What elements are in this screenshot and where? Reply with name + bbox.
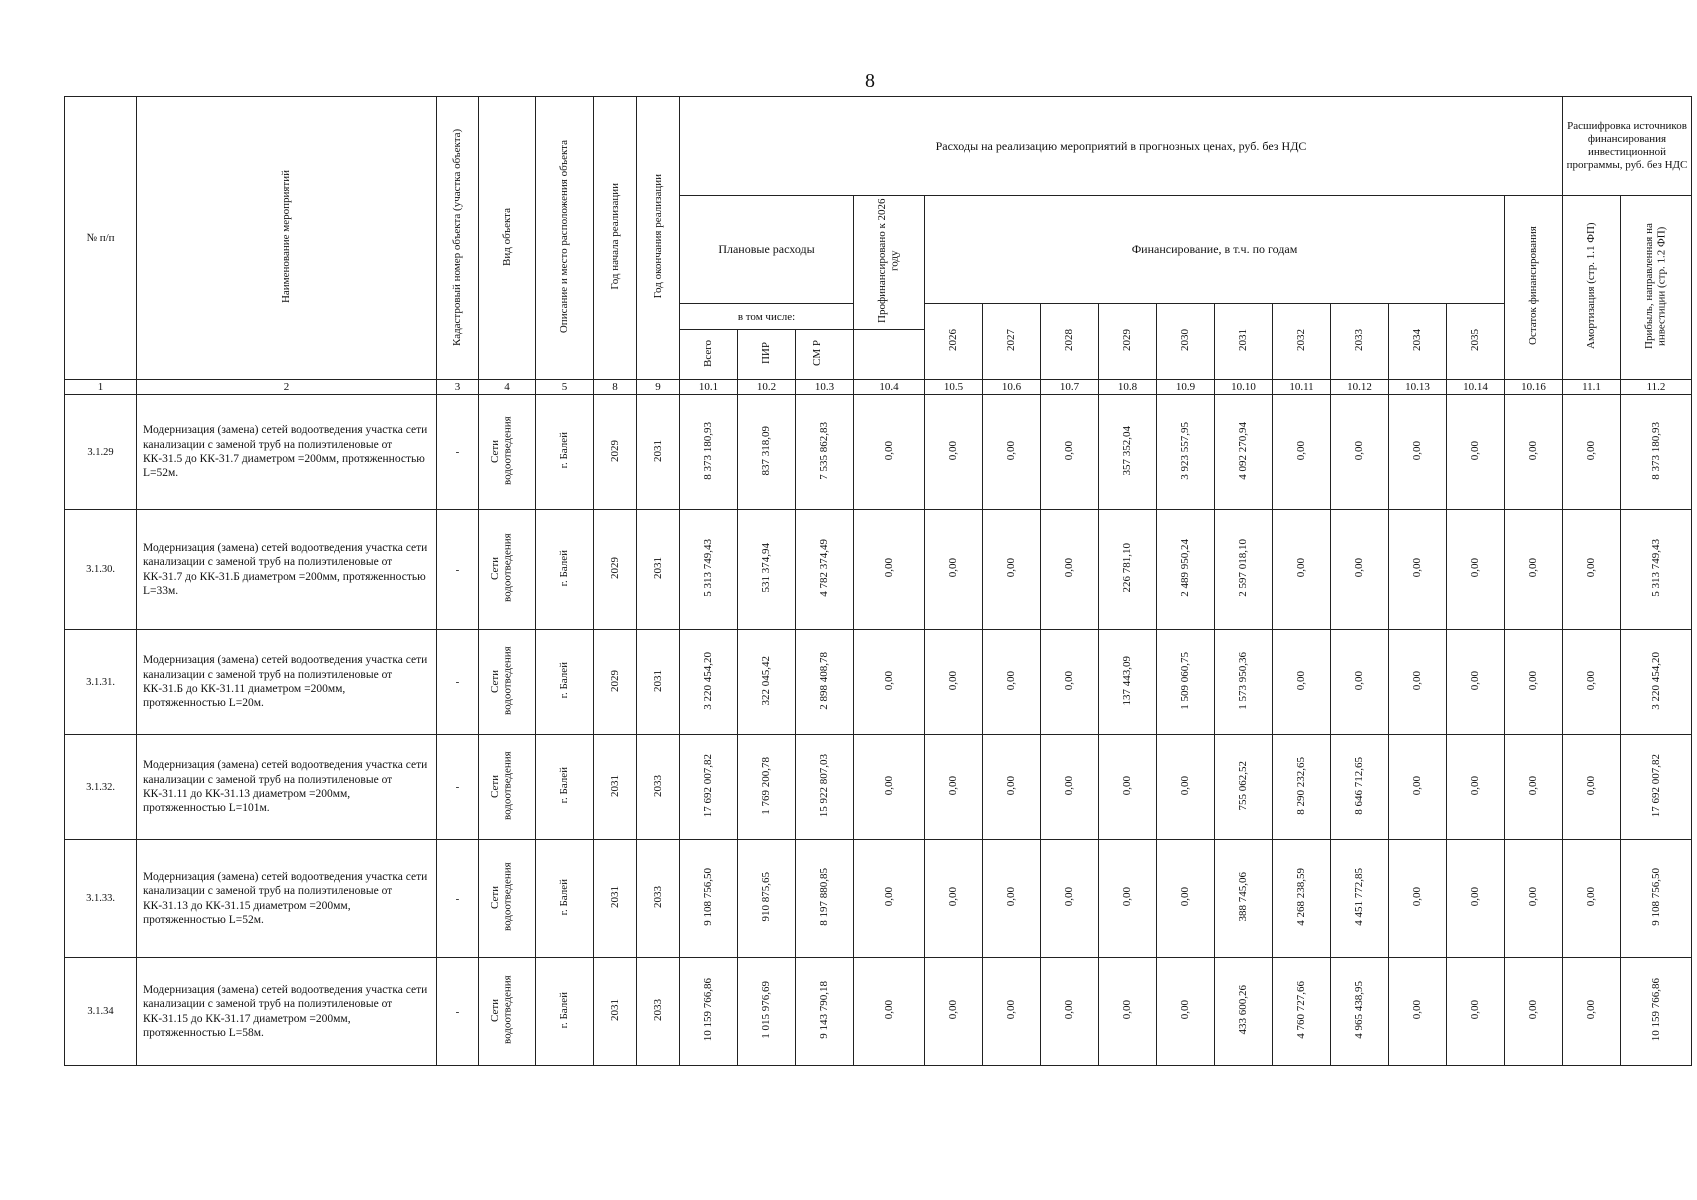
row-y2034: 0,00 [1411, 775, 1424, 796]
header-year-2028: 2028 [1063, 329, 1076, 351]
row-y2034: 0,00 [1411, 440, 1424, 461]
row-y2030: 2 489 950,24 [1179, 539, 1192, 597]
row-prefin: 0,00 [882, 440, 895, 461]
table-row [65, 958, 1692, 1066]
row-smr: 9 143 790,18 [818, 981, 831, 1039]
row-y2029: 226 781,10 [1121, 543, 1134, 593]
row-profit: 10 159 766,86 [1649, 978, 1662, 1042]
row-y2027: 0,00 [1005, 440, 1018, 461]
row-y2035: 0,00 [1469, 558, 1482, 578]
row-pir: 531 374,94 [760, 543, 773, 593]
row-number: 3.1.34 [65, 958, 137, 1066]
header-year-2027: 2027 [1005, 329, 1018, 351]
row-y2031: 1 573 950,36 [1237, 651, 1250, 710]
row-amortization: 0,00 [1585, 887, 1598, 907]
colnum: 10.9 [1157, 380, 1215, 395]
row-cadastral: - [437, 958, 479, 1066]
row-y2027: 0,00 [1005, 1000, 1018, 1020]
row-remaining: 0,00 [1527, 670, 1540, 691]
row-smr: 8 197 880,85 [818, 868, 831, 926]
row-y2028: 0,00 [1063, 440, 1076, 461]
row-y2033: 0,00 [1353, 440, 1366, 461]
row-prefin: 0,00 [882, 558, 895, 578]
row-profit: 3 220 454,20 [1649, 651, 1662, 710]
header-planned: Плановые расходы [680, 196, 854, 304]
row-amortization: 0,00 [1585, 558, 1598, 578]
row-y2034: 0,00 [1411, 558, 1424, 578]
row-y2033: 4 965 438,95 [1353, 981, 1366, 1039]
header-npp: № п/п [65, 97, 137, 380]
table-row [65, 395, 1692, 510]
row-y2032: 8 290 232,65 [1295, 756, 1308, 815]
header-remaining: Остаток финансирования [1527, 226, 1540, 346]
row-y2027: 0,00 [1005, 670, 1018, 691]
colnum: 10.10 [1215, 380, 1273, 395]
row-kind: Сети водоотведения [489, 416, 514, 485]
row-profit: 5 313 749,43 [1649, 539, 1662, 597]
row-y2026: 0,00 [947, 887, 960, 907]
row-location: г. Балей [558, 991, 571, 1029]
row-prefin: 0,00 [882, 887, 895, 907]
row-number: 3.1.31. [65, 630, 137, 735]
row-name: Модернизация (замена) сетей водоотведения участка сети канализации с заменой труб на полиэтиленовые от КК-31.13 до КК-31.15 диаметром =200мм, протяженностью L=52м. [137, 840, 437, 958]
row-y2029: 357 352,04 [1121, 425, 1134, 476]
row-y2030: 1 509 060,75 [1179, 651, 1192, 710]
row-y2028: 0,00 [1063, 775, 1076, 796]
row-smr: 7 535 862,83 [818, 421, 831, 480]
colnum: 10.8 [1099, 380, 1157, 395]
investment-program-table [64, 96, 1692, 1066]
row-y2029: 137 443,09 [1121, 655, 1134, 706]
table-row [65, 510, 1692, 630]
row-prefin: 0,00 [882, 670, 895, 691]
header-kind: Вид объекта [500, 207, 513, 266]
header-year-2031: 2031 [1237, 329, 1250, 351]
row-y2027: 0,00 [1005, 775, 1018, 796]
header-name: Наименование мероприятий [280, 169, 293, 304]
header-including: в том числе: [680, 304, 854, 330]
colnum: 11.1 [1563, 380, 1621, 395]
header-year-2035: 2035 [1469, 329, 1482, 351]
row-start: 2029 [608, 557, 621, 579]
colnum: 4 [479, 380, 536, 395]
row-y2026: 0,00 [947, 670, 960, 691]
row-remaining: 0,00 [1527, 440, 1540, 461]
row-end: 2031 [651, 669, 664, 692]
colnum: 10.2 [738, 380, 796, 395]
row-end: 2033 [651, 999, 664, 1021]
row-remaining: 0,00 [1527, 887, 1540, 907]
row-y2033: 0,00 [1353, 558, 1366, 578]
row-smr: 15 922 807,03 [818, 753, 831, 818]
row-name: Модернизация (замена) сетей водоотведения участка сети канализации с заменой труб на полиэтиленовые от КК-31.11 до КК-31.13 диаметром =200мм, протяженностью L=101м. [137, 735, 437, 840]
header-smr: СМ Р [810, 340, 823, 366]
header-funding-sources: Расшифровка источников финансирования инвестиционной программы, руб. без НДС [1563, 97, 1692, 196]
header-cadastral: Кадастровый номер объекта (участка объекта) [451, 127, 464, 346]
row-prefin: 0,00 [882, 775, 895, 796]
row-y2029: 0,00 [1121, 887, 1134, 907]
row-total: 5 313 749,43 [702, 539, 715, 597]
header-year-2030: 2030 [1179, 329, 1192, 351]
row-location: г. Балей [558, 662, 571, 699]
colnum: 5 [536, 380, 594, 395]
row-y2031: 2 597 018,10 [1237, 539, 1250, 597]
colnum: 10.4 [854, 380, 925, 395]
row-y2033: 0,00 [1353, 670, 1366, 691]
row-smr: 4 782 374,49 [818, 539, 831, 597]
row-y2035: 0,00 [1469, 440, 1482, 461]
row-y2030: 0,00 [1179, 887, 1192, 907]
row-kind: Сети водоотведения [489, 862, 514, 932]
colnum: 2 [137, 380, 437, 395]
row-amortization: 0,00 [1585, 1000, 1598, 1020]
row-name: Модернизация (замена) сетей водоотведения участка сети канализации с заменой труб на полиэтиленовые от КК-31.Б до КК-31.11 диаметром =200мм, протяженностью L=20м. [137, 630, 437, 735]
header-year-end: Год окончания реализации [651, 174, 664, 299]
row-name: Модернизация (замена) сетей водоотведения участка сети канализации с заменой труб на полиэтиленовые от КК-31.5 до КК-31.7 диаметром =200мм, протяженностью L=52м. [137, 395, 437, 510]
row-y2035: 0,00 [1469, 670, 1482, 691]
row-y2031: 4 092 270,94 [1237, 421, 1250, 480]
header-total: Всего [702, 339, 715, 367]
row-y2028: 0,00 [1063, 887, 1076, 907]
row-y2029: 0,00 [1121, 775, 1134, 796]
row-total: 3 220 454,20 [702, 651, 715, 710]
header-year-2033: 2033 [1353, 329, 1366, 351]
row-pir: 910 875,65 [760, 872, 773, 922]
row-pir: 322 045,42 [760, 655, 773, 706]
colnum: 3 [437, 380, 479, 395]
row-kind: Сети водоотведения [489, 646, 514, 715]
row-y2034: 0,00 [1411, 1000, 1424, 1020]
header-location: Описание и место расположения объекта [558, 139, 571, 334]
row-location: г. Балей [558, 432, 571, 469]
row-number: 3.1.30. [65, 510, 137, 630]
header-year-2032: 2032 [1295, 329, 1308, 351]
row-y2034: 0,00 [1411, 670, 1424, 691]
table-row [65, 630, 1692, 735]
row-end: 2033 [651, 774, 664, 797]
column-numbers-row [65, 380, 1692, 395]
row-start: 2029 [608, 439, 621, 462]
row-y2032: 4 268 238,59 [1295, 868, 1308, 926]
row-y2033: 8 646 712,65 [1353, 756, 1366, 815]
row-y2028: 0,00 [1063, 558, 1076, 578]
row-remaining: 0,00 [1527, 558, 1540, 578]
row-start: 2031 [608, 999, 621, 1021]
row-y2026: 0,00 [947, 1000, 960, 1020]
row-y2035: 0,00 [1469, 887, 1482, 907]
row-start: 2031 [608, 774, 621, 797]
row-cadastral: - [437, 395, 479, 510]
row-location: г. Балей [558, 767, 571, 804]
row-y2035: 0,00 [1469, 1000, 1482, 1020]
row-end: 2031 [651, 439, 664, 462]
row-end: 2033 [651, 886, 664, 908]
row-pir: 837 318,09 [760, 425, 773, 476]
colnum: 10.12 [1331, 380, 1389, 395]
row-name: Модернизация (замена) сетей водоотведения участка сети канализации с заменой труб на полиэтиленовые от КК-31.7 до КК-31.Б диаметром =200мм, протяженностью L=33м. [137, 510, 437, 630]
header-year-start: Год начала реализации [608, 183, 621, 290]
colnum: 10.7 [1041, 380, 1099, 395]
row-y2028: 0,00 [1063, 670, 1076, 691]
row-start: 2031 [608, 886, 621, 908]
row-y2030: 3 923 557,95 [1179, 421, 1192, 480]
row-y2033: 4 451 772,85 [1353, 868, 1366, 926]
row-amortization: 0,00 [1585, 775, 1598, 796]
row-cadastral: - [437, 630, 479, 735]
row-total: 9 108 756,50 [702, 868, 715, 926]
row-y2026: 0,00 [947, 775, 960, 796]
table-row [65, 735, 1692, 840]
row-y2035: 0,00 [1469, 775, 1482, 796]
colnum: 10.5 [925, 380, 983, 395]
row-number: 3.1.29 [65, 395, 137, 510]
header-profit: Прибыль, направленная на инвестиции (стр. 1.2 ФП) [1643, 223, 1668, 349]
row-y2034: 0,00 [1411, 887, 1424, 907]
colnum: 8 [594, 380, 637, 395]
row-location: г. Балей [558, 878, 571, 916]
row-number: 3.1.32. [65, 735, 137, 840]
colnum: 11.2 [1621, 380, 1692, 395]
row-location: г. Балей [558, 549, 571, 587]
row-number: 3.1.33. [65, 840, 137, 958]
row-y2027: 0,00 [1005, 558, 1018, 578]
header-amortization: Амортизация (стр. 1.1 ФП) [1585, 222, 1598, 350]
header-prefinanced: Профинансировано к 2026 году [876, 198, 901, 324]
colnum: 10.11 [1273, 380, 1331, 395]
colnum: 10.16 [1505, 380, 1563, 395]
row-y2027: 0,00 [1005, 887, 1018, 907]
row-y2032: 0,00 [1295, 670, 1308, 691]
row-kind: Сети водоотведения [489, 751, 514, 820]
row-prefin: 0,00 [882, 1000, 895, 1020]
colnum: 1 [65, 380, 137, 395]
row-y2030: 0,00 [1179, 775, 1192, 796]
row-y2029: 0,00 [1121, 1000, 1134, 1020]
row-total: 8 373 180,93 [702, 421, 715, 480]
header-pir: ПИР [760, 341, 773, 364]
row-y2031: 433 600,26 [1237, 985, 1250, 1035]
row-amortization: 0,00 [1585, 670, 1598, 691]
row-y2028: 0,00 [1063, 1000, 1076, 1020]
row-total: 17 692 007,82 [702, 753, 715, 818]
row-y2032: 0,00 [1295, 440, 1308, 461]
row-cadastral: - [437, 735, 479, 840]
colnum: 10.14 [1447, 380, 1505, 395]
page-number: 8 [865, 70, 875, 92]
row-y2026: 0,00 [947, 558, 960, 578]
row-remaining: 0,00 [1527, 1000, 1540, 1020]
header-financing-by-years: Финансирование, в т.ч. по годам [925, 196, 1505, 304]
row-profit: 17 692 007,82 [1649, 753, 1662, 818]
row-y2030: 0,00 [1179, 1000, 1192, 1020]
row-pir: 1 769 200,78 [760, 756, 773, 815]
row-kind: Сети водоотведения [489, 533, 514, 603]
colnum: 9 [637, 380, 680, 395]
header-costs-title: Расходы на реализацию мероприятий в прогнозных ценах, руб. без НДС [680, 97, 1563, 196]
row-start: 2029 [608, 669, 621, 692]
row-total: 10 159 766,86 [702, 978, 715, 1042]
row-y2031: 388 745,06 [1237, 872, 1250, 922]
row-profit: 8 373 180,93 [1649, 421, 1662, 480]
header-year-2029: 2029 [1121, 329, 1134, 351]
colnum: 10.1 [680, 380, 738, 395]
colnum: 10.6 [983, 380, 1041, 395]
colnum: 10.3 [796, 380, 854, 395]
row-cadastral: - [437, 840, 479, 958]
row-remaining: 0,00 [1527, 775, 1540, 796]
table-body [65, 395, 1692, 1066]
row-y2026: 0,00 [947, 440, 960, 461]
row-y2032: 0,00 [1295, 558, 1308, 578]
header-year-2026: 2026 [947, 329, 960, 351]
table-row [65, 840, 1692, 958]
row-end: 2031 [651, 557, 664, 579]
row-cadastral: - [437, 510, 479, 630]
row-y2031: 755 062,52 [1237, 760, 1250, 811]
row-name: Модернизация (замена) сетей водоотведения участка сети канализации с заменой труб на полиэтиленовые от КК-31.15 до КК-31.17 диаметром =200мм, протяженностью L=58м. [137, 958, 437, 1066]
row-amortization: 0,00 [1585, 440, 1598, 461]
row-smr: 2 898 408,78 [818, 651, 831, 710]
row-profit: 9 108 756,50 [1649, 868, 1662, 926]
header-year-2034: 2034 [1411, 329, 1424, 351]
row-pir: 1 015 976,69 [760, 981, 773, 1039]
row-kind: Сети водоотведения [489, 975, 514, 1045]
colnum: 10.13 [1389, 380, 1447, 395]
row-y2032: 4 760 727,66 [1295, 981, 1308, 1039]
